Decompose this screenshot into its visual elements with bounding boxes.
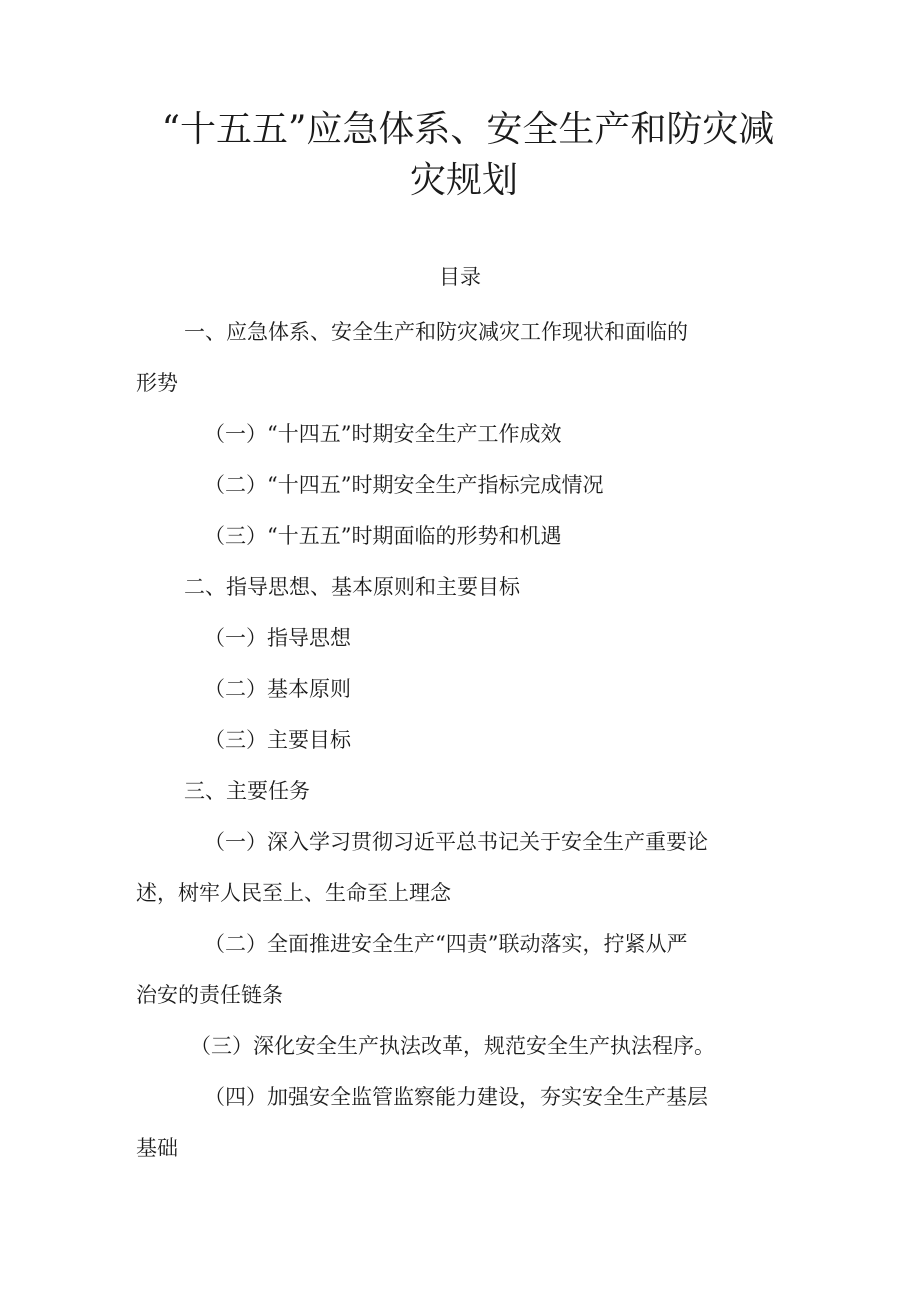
toc-item: 二、指导思想、基本原则和主要目标	[184, 575, 520, 599]
toc-item: （一）“十四五”时期安全生产工作成效	[204, 422, 562, 446]
toc-item: （二）“十四五”时期安全生产指标完成情况	[204, 473, 604, 497]
toc-item: （三）“十五五”时期面临的形势和机遇	[204, 524, 562, 548]
toc-item: （二）全面推进安全生产“四责”联动落实，拧紧从严	[204, 932, 688, 956]
toc-item: 三、主要任务	[184, 779, 310, 803]
toc-item: （三）主要目标	[204, 728, 351, 752]
toc-item-continuation: 形势	[136, 371, 178, 395]
document-title-line-1: “十五五”应急体系、安全生产和防灾减	[161, 109, 775, 150]
toc-item: （一）指导思想	[204, 626, 351, 650]
document-title-line-2: 灾规划	[409, 160, 518, 201]
toc-item-continuation: 述，树牢人民至上、生命至上理念	[136, 881, 451, 905]
toc-item-continuation: 治安的责任链条	[136, 983, 283, 1007]
toc-item: （四）加强安全监管监察能力建设，夯实安全生产基层	[204, 1085, 708, 1109]
toc-heading: 目录	[439, 265, 481, 289]
toc-item-continuation: 基础	[136, 1136, 178, 1160]
toc-item: （二）基本原则	[204, 677, 351, 701]
toc-item: 一、应急体系、安全生产和防灾减灾工作现状和面临的	[184, 320, 688, 344]
toc-item: （一）深入学习贯彻习近平总书记关于安全生产重要论	[204, 830, 708, 854]
toc-item: （三）深化安全生产执法改革，规范安全生产执法程序。	[190, 1034, 715, 1058]
